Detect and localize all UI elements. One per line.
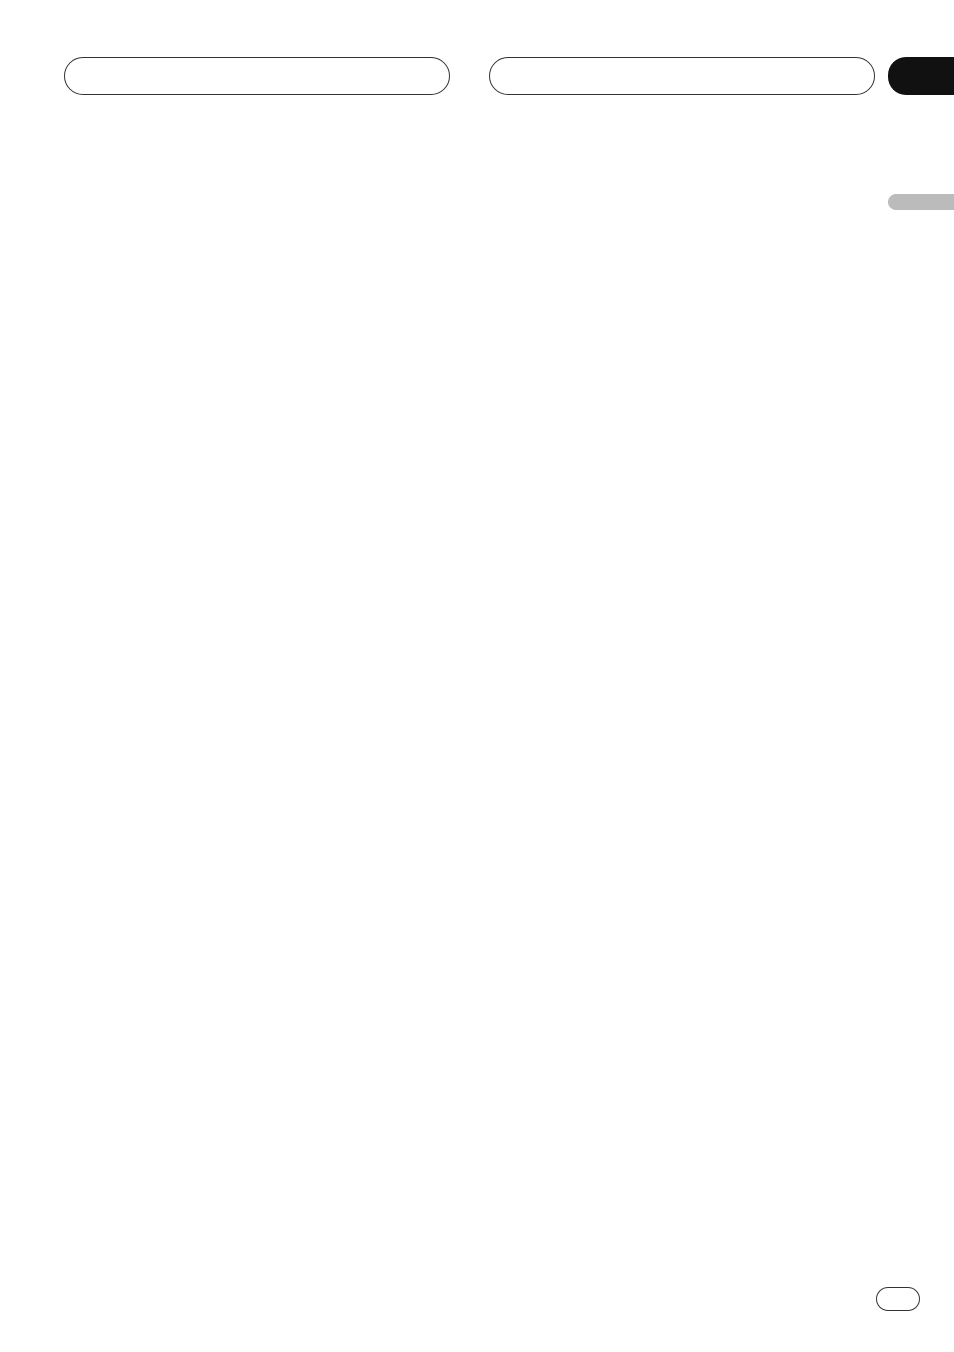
header-blank-pill (489, 57, 875, 95)
language-tab-marker (888, 194, 954, 210)
page-number (876, 1287, 920, 1311)
section-header (64, 57, 450, 95)
chapter-tab (888, 57, 954, 95)
